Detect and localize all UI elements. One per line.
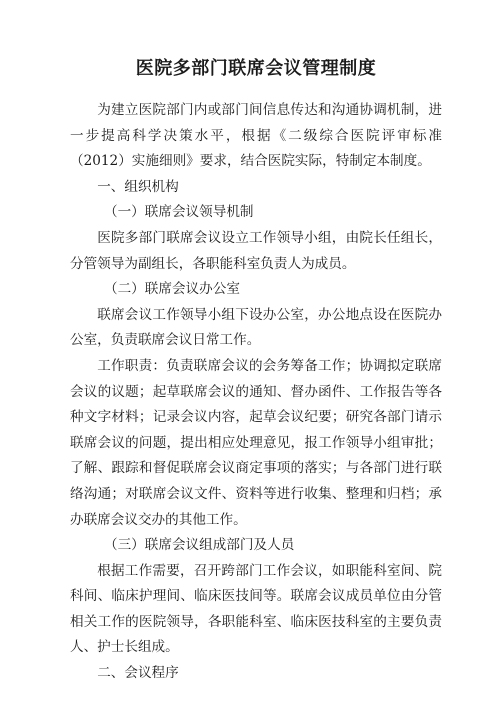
section-2-heading: 二、会议程序 [97,665,179,682]
intro-paragraph: 为建立医院部门内或部门间信息传达和沟通协调机制，进一步提高科学决策水平，根据《二级综合医院评审标准（2012）实施细则》要求，结合医院实际，特制定本制度。 [70,102,442,170]
subsection-2-paragraph-1: 联席会议工作领导小组下设办公室，办公地点设在医院办公室，负责联席会议日常工作。 [70,306,442,349]
subsection-3-heading: （三）联席会议组成部门及人员 [104,537,295,554]
subsection-1-paragraph: 医院多部门联席会议设立工作领导小组，由院长任组长，分管领导为副组长，各职能科室负责人为成员。 [70,229,442,272]
section-1-heading: 一、组织机构 [97,178,179,195]
subsection-2-heading: （二）联席会议办公室 [104,281,240,298]
document-title: 医院多部门联席会议管理制度 [135,58,377,79]
subsection-2-paragraph-2: 工作职责：负责联席会议的会务筹备工作；协调拟定联席会议的议题；起草联席会议的通知、督办函件、工作报告等各种文字材料；记录会议内容，起草会议纪要；研究各部门请示联席会议的问题，提出相应处理意见，报工作领导小组审批；了解、跟踪和督促联席会议商定事项的落实；与各部门进行联络沟通；对联席会议文件、资料等进行收集、整理和归档；承办联席会议交办的其他工作。 [70,357,442,528]
subsection-3-paragraph: 根据工作需要，召开跨部门工作会议，如职能科室间、院科间、临床护理间、临床医技间等。联席会议成员单位由分管相关工作的医院领导，各职能科室、临床医技科室的主要负责人、护士长组成。 [70,562,442,656]
subsection-1-heading: （一）联席会议领导机制 [104,204,254,221]
